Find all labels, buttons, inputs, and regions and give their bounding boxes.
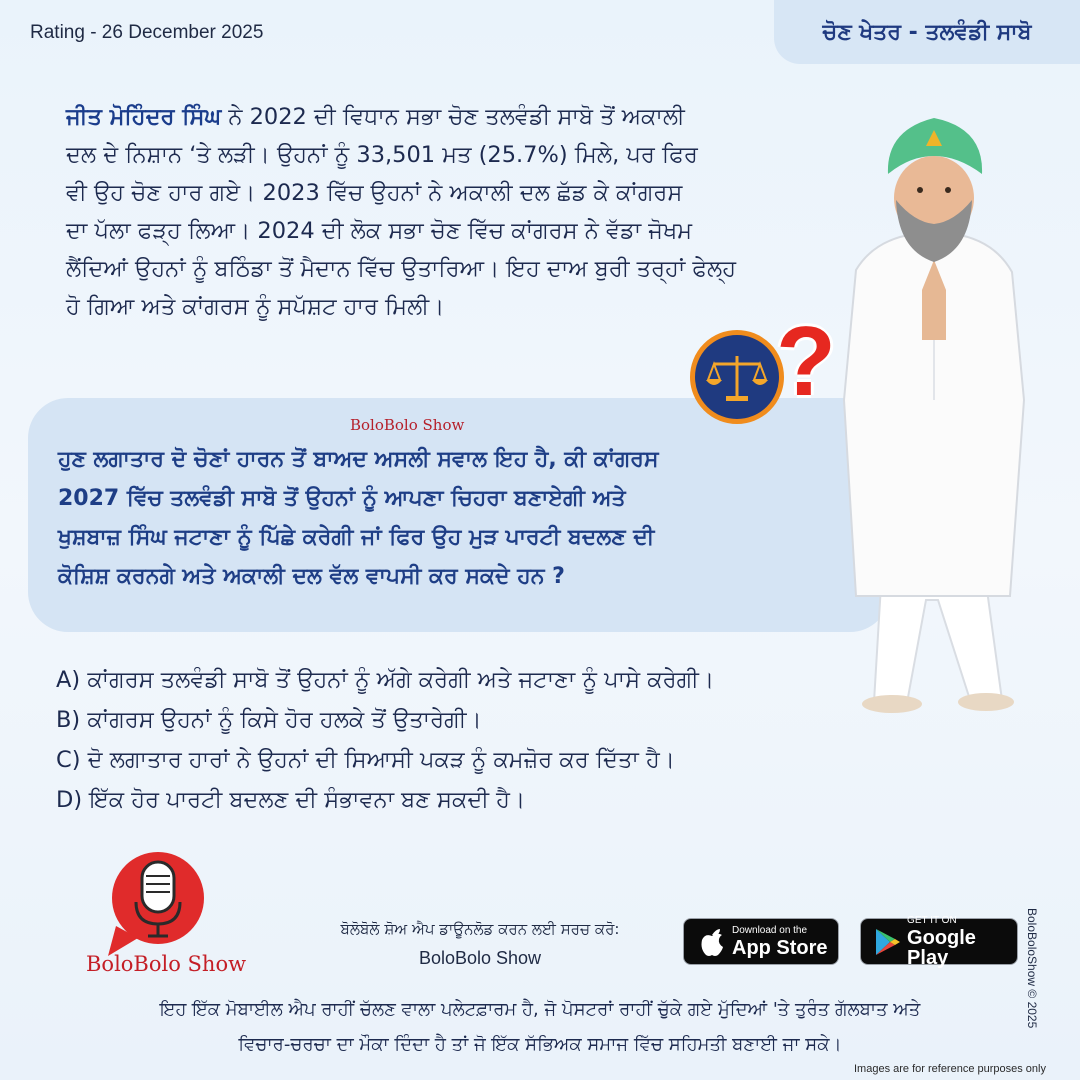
question-line-1: ਹੁਣ ਲਗਾਤਾਰ ਦੋ ਚੋਣਾਂ ਹਾਰਨ ਤੋਂ ਬਾਅਦ ਅਸਲੀ ਸਵਾਲ ਇਹ ਹੈ, ਕੀ ਕਾਂਗਰਸ bbox=[58, 447, 659, 472]
question-text bbox=[58, 440, 858, 596]
app-name: BoloBolo Show bbox=[418, 948, 542, 968]
logo-text: BoloBolo Show bbox=[86, 952, 247, 976]
footer-line-1: ਇਹ ਇੱਕ ਮੋਬਾਈਲ ਐਪ ਰਾਹੀਂ ਚੱਲਣ ਵਾਲਾ ਪਲੇਟਫ਼ਾਰਮ ਹੈ, ਜੋ ਪੋਸਟਰਾਂ ਰਾਹੀਂ ਚੁੱਕੇ ਗਏ ਮੁੱਦਿਆਂ 'ਤੇ ਤੁਰੰਤ ਗੱਲਬਾਤ ਅਤੇ bbox=[159, 999, 921, 1020]
intro-line-5: ਲੈਂਦਿਆਂ ਉਹਨਾਂ ਨੂੰ ਬਠਿੰਡਾ ਤੋਂ ਮੈਦਾਨ ਵਿੱਚ ਉਤਾਰਿਆ। ਇਹ ਦਾਅ ਬੁਰੀ ਤਰ੍ਹਾਂ ਫੇਲ੍ਹ bbox=[66, 256, 737, 282]
date-label: Rating - 26 December 2025 bbox=[30, 22, 264, 43]
intro-line-2: ਦਲ ਦੇ ਨਿਸ਼ਾਨ ‘ਤੇ ਲੜੀ। ਉਹਨਾਂ ਨੂੰ 33,501 ਮਤ (25.7%) ਮਿਲੇ, ਪਰ ਫਿਰ bbox=[66, 142, 698, 168]
question-line-3: ਖੁਸ਼ਬਾਜ਼ ਸਿੰਘ ਜਟਾਣਾ ਨੂੰ ਪਿੱਛੇ ਕਰੇਗੀ ਜਾਂ ਫਿਰ ਉਹ ਮੁੜ ਪਾਰਟੀ ਬਦਲਣ ਦੀ bbox=[58, 525, 655, 550]
apple-icon bbox=[692, 927, 732, 957]
option-a: A) ਕਾਂਗਰਸ ਤਲਵੰਡੀ ਸਾਬੋ ਤੋਂ ਉਹਨਾਂ ਨੂੰ ਅੱਗੇ ਕਰੇਗੀ ਅਤੇ ਜਟਾਣਾ ਨੂੰ ਪਾਸੇ ਕਰੇਗੀ। bbox=[56, 667, 715, 693]
question-mark-icon: ? bbox=[776, 306, 836, 416]
question-line-2: 2027 ਵਿੱਚ ਤਲਵੰਡੀ ਸਾਬੋ ਤੋਂ ਉਹਨਾਂ ਨੂੰ ਆਪਣਾ ਚਿਹਰਾ ਬਣਾਏਗੀ ਅਤੇ bbox=[58, 486, 626, 511]
constituency-tab: ਚੋਣ ਖੇਤਰ - ਤਲਵੰਡੀ ਸਾਬੋ bbox=[774, 0, 1080, 64]
copyright-text: BoloBoloShow © 2025 bbox=[1025, 908, 1039, 1029]
politician-illustration bbox=[834, 100, 1030, 730]
disclaimer-text: Images are for reference purposes only bbox=[854, 1063, 1046, 1075]
panel-brand: BoloBolo Show bbox=[350, 416, 465, 434]
option-c: C) ਦੋ ਲਗਾਤਾਰ ਹਾਰਾਂ ਨੇ ਉਹਨਾਂ ਦੀ ਸਿਆਸੀ ਪਕੜ ਨੂੰ ਕਮਜ਼ੋਰ ਕਰ ਦਿੱਤਾ ਹੈ। bbox=[56, 747, 675, 773]
option-d: D) ਇੱਕ ਹੋਰ ਪਾਰਟੀ ਬਦਲਣ ਦੀ ਸੰਭਾਵਨਾ ਬਣ ਸਕਦੀ ਹੈ। bbox=[56, 787, 526, 813]
intro-line-1: ਜੀਤ ਮੋਹਿੰਦਰ ਸਿੰਘ ਨੇ 2022 ਦੀ ਵਿਧਾਨ ਸਭਾ ਚੋਣ ਤਲਵੰਡੀ ਸਾਬੋ ਤੋਂ ਅਕਾਲੀ bbox=[66, 104, 685, 130]
intro-line-6: ਹੋ ਗਿਆ ਅਤੇ ਕਾਂਗਰਸ ਨੂੰ ਸਪੱਸ਼ਟ ਹਾਰ ਮਿਲੀ। bbox=[66, 294, 445, 320]
search-prompt: ਬੋਲੋਬੋਲੋ ਸ਼ੋਅ ਐਪ ਡਾਊਨਲੋਡ ਕਰਨ ਲਈ ਸਰਚ ਕਰੋ: bbox=[340, 920, 620, 938]
option-b: B) ਕਾਂਗਰਸ ਉਹਨਾਂ ਨੂੰ ਕਿਸੇ ਹੋਰ ਹਲਕੇ ਤੋਂ ਉਤਾਰੇਗੀ। bbox=[56, 707, 482, 733]
google-play-icon bbox=[869, 927, 907, 957]
footer-line-2: ਵਿਚਾਰ-ਚਰਚਾ ਦਾ ਮੌਕਾ ਦਿੰਦਾ ਹੈ ਤਾਂ ਜੋ ਇੱਕ ਸੱਭਿਅਕ ਸਮਾਜ ਵਿੱਚ ਸਹਿਮਤੀ ਬਣਾਈ ਜਾ ਸਕੇ। bbox=[238, 1034, 842, 1055]
intro-line-3: ਵੀ ਉਹ ਚੋਣ ਹਾਰ ਗਏ। 2023 ਵਿੱਚ ਉਹਨਾਂ ਨੇ ਅਕਾਲੀ ਦਲ ਛੱਡ ਕੇ ਕਾਂਗਰਸ bbox=[66, 180, 683, 206]
question-line-4: ਕੋਸ਼ਿਸ਼ ਕਰਨਗੇ ਅਤੇ ਅਕਾਲੀ ਦਲ ਵੱਲ ਵਾਪਸੀ ਕਰ ਸਕਦੇ ਹਨ ? bbox=[58, 564, 565, 589]
app-store-button[interactable]: Download on the App Store bbox=[683, 918, 839, 965]
intro-line-4: ਦਾ ਪੱਲਾ ਫੜ੍ਹ ਲਿਆ। 2024 ਦੀ ਲੋਕ ਸਭਾ ਚੋਣ ਵਿੱਚ ਕਾਂਗਰਸ ਨੇ ਵੱਡਾ ਜੋਖਮ bbox=[66, 218, 693, 244]
politician-name: ਜੀਤ ਮੋਹਿੰਦਰ ਸਿੰਘ bbox=[66, 104, 222, 130]
options-list bbox=[56, 660, 856, 820]
scales-icon bbox=[690, 330, 784, 424]
footer-description bbox=[40, 992, 1040, 1062]
intro-paragraph bbox=[66, 98, 826, 326]
google-play-button[interactable]: GET IT ON Google Play bbox=[860, 918, 1018, 965]
